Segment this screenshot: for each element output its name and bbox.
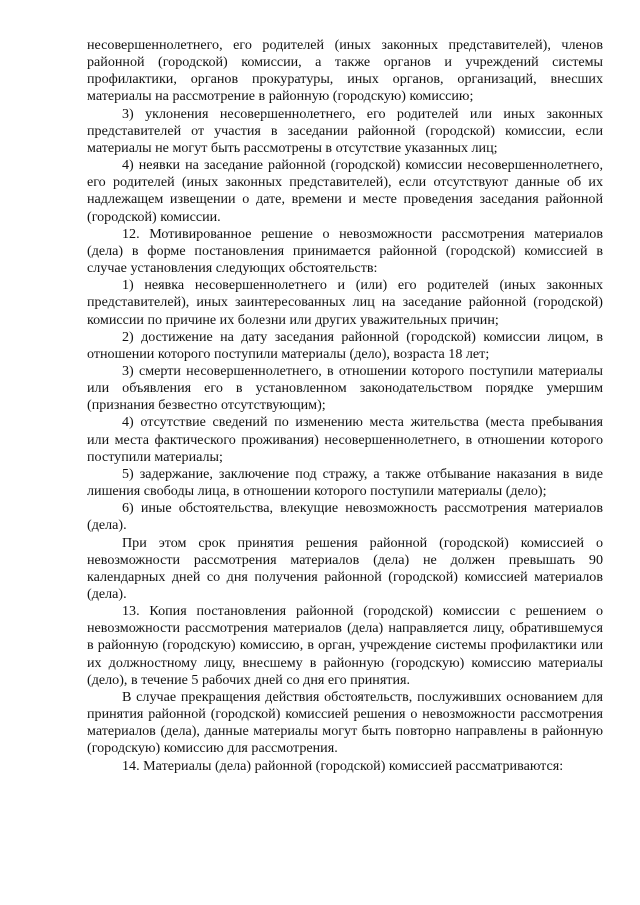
paragraph-13-resubmission: В случае прекращения действия обстоятельств, послуживших основанием для принятия районной (городской) комиссией решения о невозможности рассмотрения материалов (дела), данные материалы могут быть повторно направлены в районную (городскую) комиссию для рассмотрения. bbox=[87, 688, 603, 757]
paragraph-continuation: несовершеннолетнего, его родителей (иных законных представителей), членов районной (городской) комиссии, а также органов и учреждений системы профилактики, органов прокуратуры, иных органов, организаций, внесших материалы на рассмотрение в районную (городскую) комиссию; bbox=[87, 37, 603, 105]
paragraph-item-4-absence: 4) неявки на заседание районной (городской) комиссии несовершеннолетнего, его родителей (иных законных представителей), если отсутствуют данные об их надлежащем извещении о дате, времени и месте проведения заседания районной (городской) комиссии. bbox=[87, 157, 603, 225]
paragraph-section-13: 13. Копия постановления районной (городской) комиссии с решением о невозможности рассмотрения материалов (дела) направляется лицу, обратившемуся в районную (городскую) комиссию, в орган, учреждение системы профилактики или их должностному лицу, внесшему в районную (городскую) комиссию материалы (дело), в течение 5 рабочих дней со дня его принятия. bbox=[87, 603, 603, 688]
paragraph-section-12: 12. Мотивированное решение о невозможности рассмотрения материалов (дела) в форме постановления принимается районной (городской) комиссией в случае установления следующих обстоятельств: bbox=[87, 225, 603, 277]
document-page bbox=[87, 37, 603, 775]
paragraph-12-item-4: 4) отсутствие сведений по изменению места жительства (места пребывания или места фактического проживания) несовершеннолетнего, в отношении которого поступили материалы; bbox=[87, 414, 603, 465]
paragraph-item-3-evasion: 3) уклонения несовершеннолетнего, его родителей или иных законных представителей от участия в заседании районной (городской) комиссии, если материалы не могут быть рассмотрены в отсутствие указанных лиц; bbox=[87, 105, 603, 156]
paragraph-12-item-3: 3) смерти несовершеннолетнего, в отношении которого поступили материалы или объявления его в установленном законодательством порядке умершим (признания безвестно отсутствующим); bbox=[87, 362, 603, 414]
paragraph-12-item-6: 6) иные обстоятельства, влекущие невозможность рассмотрения материалов (дела). bbox=[87, 500, 603, 534]
paragraph-12-deadline: При этом срок принятия решения районной (городской) комиссией о невозможности рассмотрения материалов (дела) не должен превышать 90 календарных дней со дня получения районной (городской) комиссией материалов (дела). bbox=[87, 534, 603, 602]
paragraph-section-14: 14. Материалы (дела) районной (городской) комиссией рассматриваются: bbox=[122, 757, 564, 774]
paragraph-12-item-2: 2) достижение на дату заседания районной (городской) комиссии лицом, в отношении которого поступили материалы (дело), возраста 18 лет; bbox=[87, 328, 603, 362]
paragraph-12-item-1: 1) неявка несовершеннолетнего и (или) его родителей (иных законных представителей), иных заинтересованных лиц на заседание районной (городской) комиссии по причине их болезни или других уважительных причин; bbox=[87, 277, 603, 328]
paragraph-12-item-5: 5) задержание, заключение под стражу, а также отбывание наказания в виде лишения свободы лица, в отношении которого поступили материалы (дело); bbox=[87, 465, 603, 500]
